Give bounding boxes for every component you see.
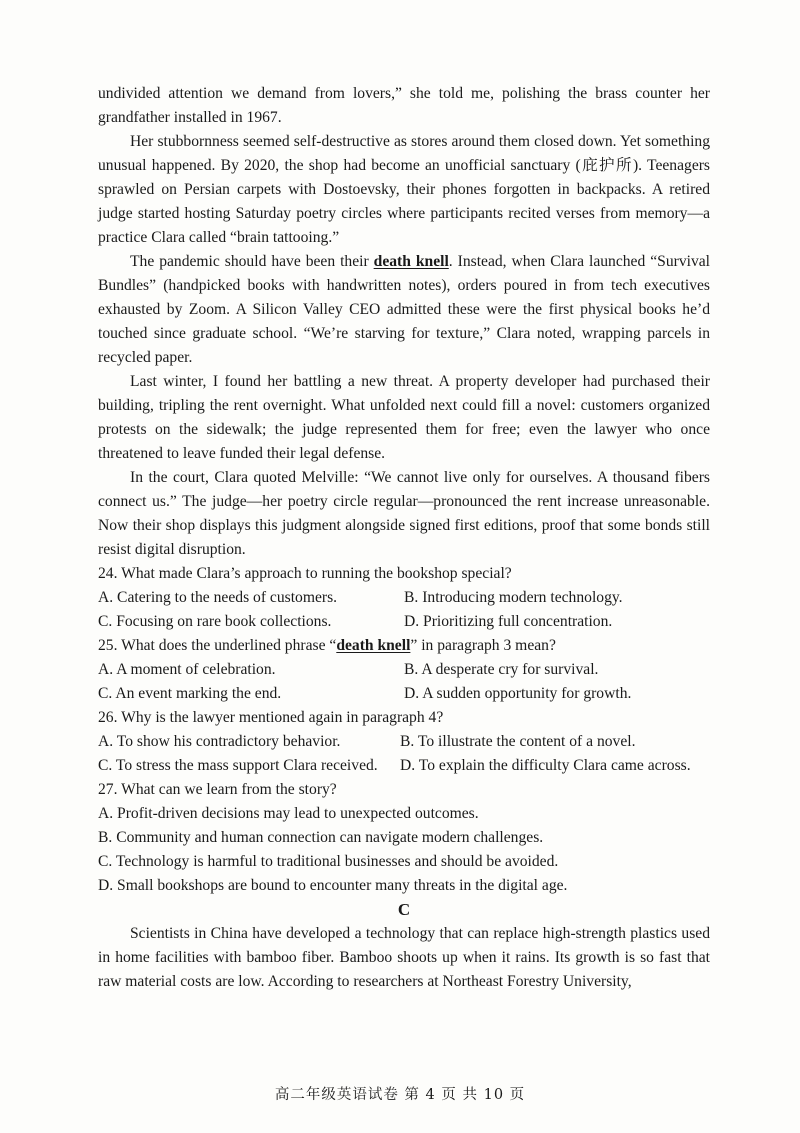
option-group — [98, 730, 710, 778]
paragraph-court: In the court, Clara quoted Melville: “We cannot live only for ourselves. A thousand fibers connect us.” The judge—her poetry circle regular—pronounced the rent increase unreasonable. Now their shop displays this judgment alongside signed first editions, proof that some bonds still resist digital disruption. — [98, 469, 710, 558]
option-a[interactable]: A. A moment of celebration. — [98, 661, 276, 678]
option-c[interactable]: C. An event marking the end. — [98, 685, 282, 702]
option-group — [98, 586, 710, 634]
option-group — [98, 658, 710, 706]
page-footer: 高二年级英语试卷 第 4 页 共 10 页 — [274, 1087, 526, 1103]
text-segment: 25. What does the underlined phrase “ — [98, 637, 337, 654]
question-stem — [98, 634, 710, 658]
paragraph-sanctuary: Her stubbornness seemed self-destructive as stores around them closed down. Yet something unusual happened. By 2020, the shop had become an unofficial sanctuary (庇护所). Teenagers sprawled on Persian carpets with Dostoevsky, their phones forgotten in backpacks. A retired judge started hosting Saturday poetry circles where participants recited verses from memory—a practice Clara called “brain tattooing.” — [98, 133, 710, 246]
option-a[interactable]: A. Profit-driven decisions may lead to unexpected outcomes. — [98, 805, 479, 822]
underlined-phrase: death knell — [373, 253, 449, 270]
paragraph-threat: Last winter, I found her battling a new threat. A property developer had purchased their building, tripling the rent overnight. What unfolded next could fill a novel: customers organized protests on the sidewalk; the judge represented them for free; even the lawyer who once threatened to leave funded their legal defense. — [98, 373, 710, 462]
paragraph-pandemic — [98, 250, 710, 370]
option-b[interactable]: B. Community and human connection can navigate modern challenges. — [98, 829, 544, 846]
paragraph-bamboo: Scientists in China have developed a technology that can replace high-strength plastics used in home facilities with bamboo fiber. Bamboo shoots up when it rains. Its growth is so fast that raw material costs are low. According to researchers at Northeast Forestry University, — [98, 925, 710, 990]
option-d[interactable]: D. Small bookshops are bound to encounter many threats in the digital age. — [98, 877, 568, 894]
text-segment: ” in paragraph 3 mean? — [410, 637, 556, 654]
text-segment: The pandemic should have been their — [130, 253, 374, 270]
option-c[interactable]: C. Technology is harmful to traditional businesses and should be avoided. — [98, 853, 559, 870]
question-27 — [98, 778, 710, 898]
section-heading: C — [397, 900, 411, 919]
option-c[interactable]: C. To stress the mass support Clara received. — [98, 757, 378, 774]
exam-page — [98, 82, 710, 994]
option-d[interactable]: D. A sudden opportunity for growth. — [404, 685, 632, 702]
question-stem: 26. Why is the lawyer mentioned again in paragraph 4? — [98, 709, 444, 726]
option-b[interactable]: B. To illustrate the content of a novel. — [400, 733, 636, 750]
option-a[interactable]: A. Catering to the needs of customers. — [98, 589, 338, 606]
question-26 — [98, 706, 710, 778]
question-stem: 24. What made Clara’s approach to running the bookshop special? — [98, 565, 512, 582]
option-a[interactable]: A. To show his contradictory behavior. — [98, 733, 341, 750]
option-d[interactable]: D. To explain the difficulty Clara came across. — [400, 757, 691, 774]
text-segment: . Instead, when Clara launched “Survival Bundles” (handpicked books with handwritten notes), orders poured in from tech executives exhausted by Zoom. A Silicon Valley CEO admitted these were the first physical books he’d touched since graduate school. “We’re starving for texture,” Clara noted, wrapping parcels in recycled paper. — [98, 253, 710, 366]
paragraph-continued: undivided attention we demand from lovers,” she told me, polishing the brass counter her grandfather installed in 1967. — [98, 85, 710, 126]
option-b[interactable]: B. Introducing modern technology. — [404, 589, 623, 606]
underlined-phrase: death knell — [336, 637, 411, 654]
option-d[interactable]: D. Prioritizing full concentration. — [404, 613, 613, 630]
option-c[interactable]: C. Focusing on rare book collections. — [98, 613, 332, 630]
question-24 — [98, 562, 710, 634]
question-25 — [98, 634, 710, 706]
option-b[interactable]: B. A desperate cry for survival. — [404, 661, 599, 678]
question-stem: 27. What can we learn from the story? — [98, 781, 337, 798]
